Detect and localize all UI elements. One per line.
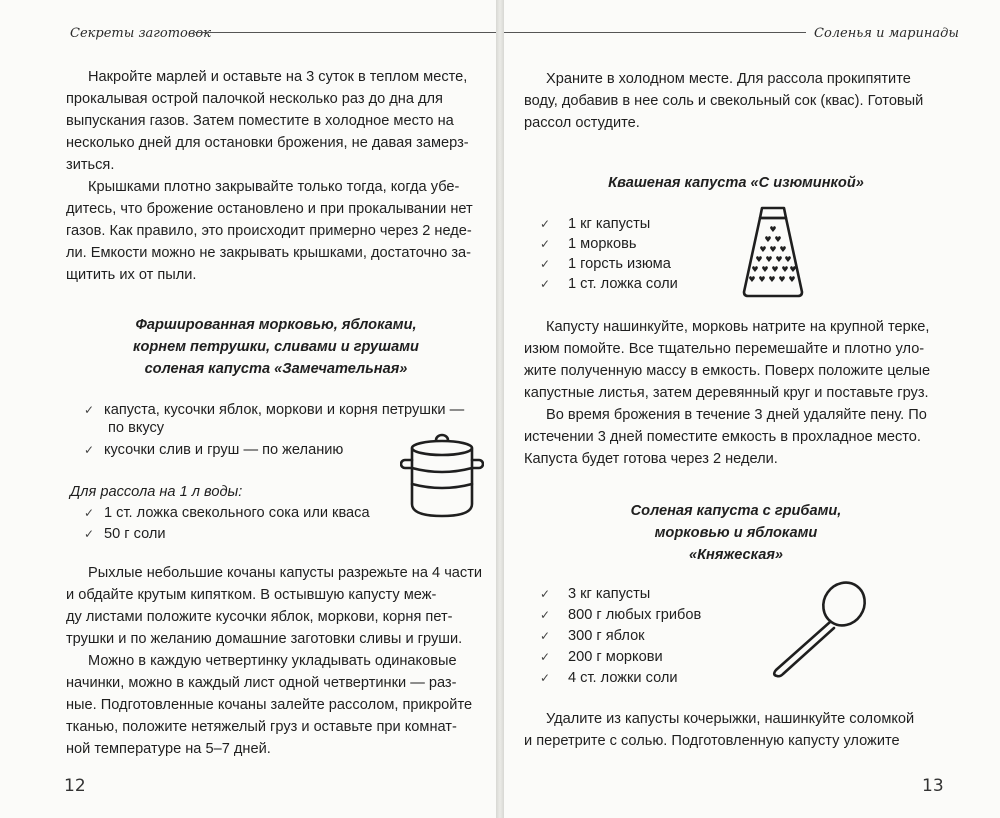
ingredient-item-continued: по вкусу	[108, 420, 165, 436]
left-page	[0, 0, 496, 818]
checkmark-icon: ✓	[540, 671, 551, 685]
svg-text:♥: ♥	[759, 245, 767, 254]
svg-text:♥: ♥	[758, 275, 766, 284]
grater-icon	[738, 204, 808, 300]
svg-text:♥: ♥	[755, 255, 763, 264]
svg-text:♥: ♥	[789, 265, 797, 274]
right-page	[504, 0, 1000, 818]
ingredient-item: ✓ 3 кг капусты	[540, 586, 651, 602]
running-head-left: Секреты заготовок	[70, 26, 212, 41]
svg-text:♥: ♥	[764, 235, 772, 244]
checkmark-icon: ✓	[540, 237, 551, 251]
checkmark-icon: ✓	[84, 443, 95, 457]
svg-text:♥: ♥	[751, 265, 759, 274]
svg-text:♥: ♥	[765, 255, 773, 264]
checkmark-icon: ✓	[84, 403, 95, 417]
svg-text:♥: ♥	[788, 275, 796, 284]
svg-text:♥: ♥	[761, 265, 769, 274]
checkmark-icon: ✓	[84, 506, 95, 520]
brine-ingredient-item: ✓ 1 ст. ложка свекольного сока или кваса	[84, 505, 370, 521]
ingredient-item: ✓ 1 ст. ложка соли	[540, 276, 678, 292]
svg-text:♥: ♥	[769, 245, 777, 254]
ingredient-item: ✓ 200 г моркови	[540, 649, 663, 665]
method-paragraph-1: Рыхлые небольшие кочаны капусты разрежьте на 4 части и обдайте крутым кипятком. В остывшую капусту меж- ду листами положите кусочки яблок, моркови, корня пет- трушки и по желанию домашние заготовки сливы и груши.	[66, 565, 483, 647]
svg-text:♥: ♥	[784, 255, 792, 264]
intro-paragraph-2: Крышками плотно закрывайте только тогда, когда убе- дитесь, что брожение остановлено и при прокалывании нет газов. Как правило, это происходит примерно через 2 неде- ли. Емкости можно не закрывать крышками, достаточно за- щитить их от пыли.	[66, 179, 473, 283]
ingredient-item: ✓ 300 г яблок	[540, 628, 645, 644]
checkmark-icon: ✓	[540, 587, 551, 601]
running-head-right: Соленья и маринады	[814, 26, 959, 41]
ingredient-item: ✓ 4 ст. ложки соли	[540, 670, 678, 686]
ingredient-item: ✓ 800 г любых грибов	[540, 607, 702, 623]
recipe1-method-paragraph-1: Капусту нашинкуйте, морковь натрите на крупной терке, изюм помойте. Все тщательно перемешайте и плотно уло- жите полученную массу в емкость. Поверх положите целые капустные листья, затем деревянный круг и поставьте груз.	[524, 319, 931, 401]
method-paragraph-2: Можно в каждую четвертинку укладывать одинаковые начинки, можно в каждый лист одной четвертинки — раз- ные. Подготовленные кочаны залейте рассолом, прикройте тканью, положите нетяжелый груз и оставьте при комнат- ной температуре на 5–7 дней.	[66, 653, 473, 757]
brine-heading: Для рассола на 1 л воды:	[70, 484, 243, 500]
checkmark-icon: ✓	[540, 217, 551, 231]
recipe-title-zamechatelnaya: Фаршированная морковью, яблоками, корнем петрушки, сливами и грушами соленая капуста «Замечательная»	[133, 317, 419, 377]
ingredient-item: ✓ 1 кг капусты	[540, 216, 651, 232]
svg-text:♥: ♥	[748, 275, 756, 284]
svg-text:♥: ♥	[779, 245, 787, 254]
checkmark-icon: ✓	[540, 257, 551, 271]
checkmark-icon: ✓	[540, 608, 551, 622]
ingredient-item: ✓ кусочки слив и груш — по желанию	[84, 442, 344, 458]
svg-text:♥: ♥	[771, 265, 779, 274]
svg-text:♥: ♥	[781, 265, 789, 274]
recipe-title-s-izyuminkoy: Квашеная капуста «С изюминкой»	[608, 175, 864, 191]
checkmark-icon: ✓	[540, 650, 551, 664]
recipe-title-knyazheskaya: Соленая капуста с грибами, морковью и яблоками «Княжеская»	[630, 503, 842, 563]
header-rule-left	[195, 32, 496, 33]
checkmark-icon: ✓	[540, 277, 551, 291]
right-intro-paragraph: Храните в холодном месте. Для рассола прокипятите воду, добавив в нее соль и свекольный сок (квас). Готовый рассол остудите.	[524, 71, 924, 131]
recipe2-method-paragraph: Удалите из капусты кочерыжки, нашинкуйте соломкой и перетрите с солью. Подготовленную капусту уложите	[524, 711, 915, 749]
intro-paragraph-1: Накройте марлей и оставьте на 3 суток в теплом месте, прокалывая острой палочкой несколько раз до дна для выпускания газов. Затем поместите в холодное место на несколько дней для остановки брожения, не давая замерз- зиться.	[66, 69, 469, 173]
ingredient-item: ✓ капуста, кусочки яблок, моркови и корня петрушки —	[84, 402, 465, 418]
ladle-icon	[766, 576, 870, 680]
header-rule-right	[504, 32, 806, 33]
brine-ingredient-item: ✓ 50 г соли	[84, 526, 166, 542]
svg-text:♥: ♥	[769, 225, 777, 234]
svg-text:♥: ♥	[774, 235, 782, 244]
pot-icon	[400, 432, 484, 522]
checkmark-icon: ✓	[84, 527, 95, 541]
svg-text:♥: ♥	[778, 275, 786, 284]
recipe1-method-paragraph-2: Во время брожения в течение 3 дней удаляйте пену. По истечении 3 дней поместите емкость в прохладное место. Капуста будет готова через 2 недели.	[524, 407, 927, 467]
ingredient-item: ✓ 1 морковь	[540, 236, 637, 252]
page-number-right: 13	[922, 776, 944, 796]
book-gutter	[496, 0, 504, 818]
svg-text:♥: ♥	[775, 255, 783, 264]
svg-text:♥: ♥	[768, 275, 776, 284]
checkmark-icon: ✓	[540, 629, 551, 643]
ingredient-item: ✓ 1 горсть изюма	[540, 256, 671, 272]
page-number-left: 12	[64, 776, 86, 796]
